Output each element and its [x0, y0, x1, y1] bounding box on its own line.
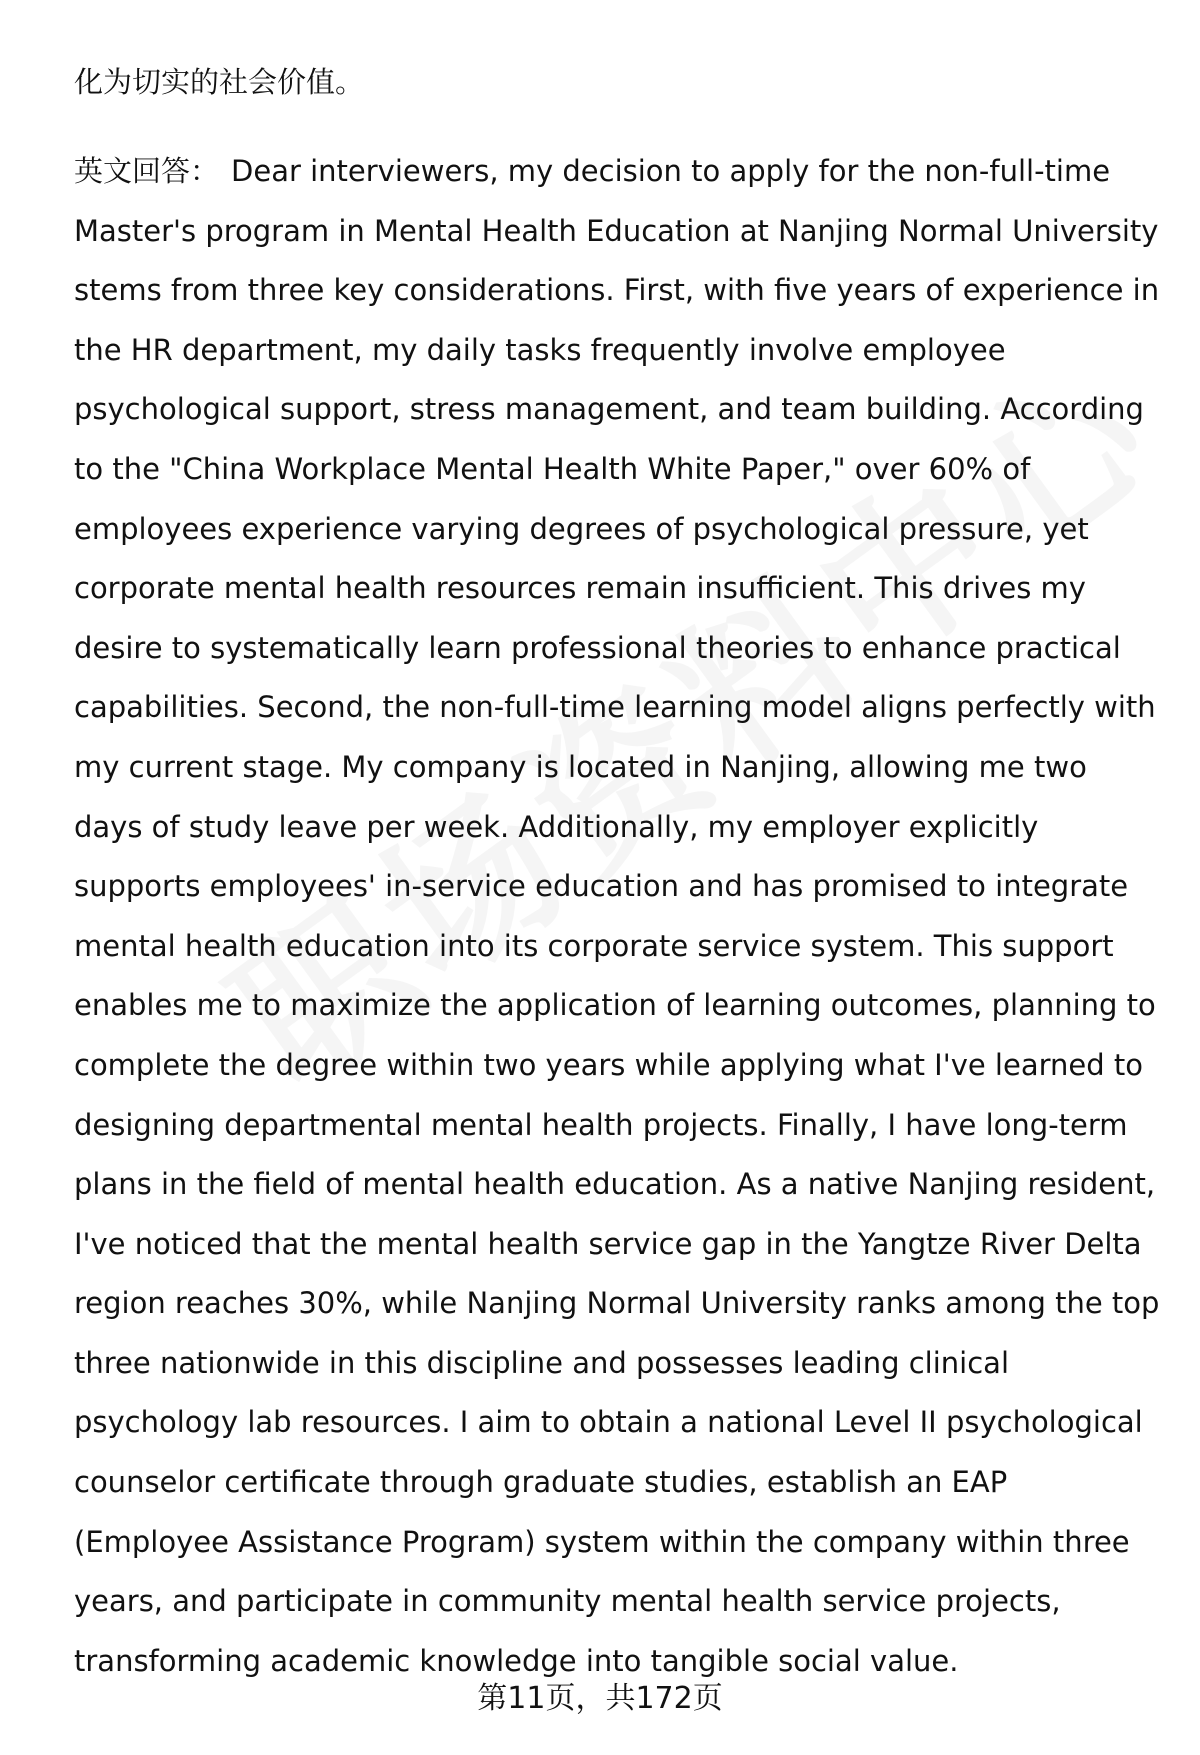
lead-paragraph: 化为切实的社会价值。 — [74, 65, 365, 99]
document-page — [74, 52, 1164, 1691]
answer-text: Dear interviewers, my decision to apply for the non-full-time Master's program in Mental Health Education at Nanjing Normal University stems from three key considerations. First, with five years of experience in the HR department, my daily tasks frequently involve employee psychological support, stress management, and team building. According to the "China Workplace Mental Health White Paper," over 60% of employees experience varying degrees of psychological pressure, yet corporate mental health resources remain insufficient. This drives my desire to systematically learn professional theories to enhance practical capabilities. Second, the non-full-time learning model aligns perfectly with my current stage. My company is located in Nanjing, allowing me two days of study leave per week. Additionally, my employer explicitly supports employees' in-service education and has promised to integrate mental health education into its corporate service system. This support enables me to maximize the application of learning outcomes, planning to complete the degree within two years while applying what I've learned to designing departmental mental health projects. Finally, I have long-term plans in the field of mental health education. As a native Nanjing resident, I've noticed that the mental health service gap in the Yangtze River Delta region reaches 30%, while Nanjing Normal University ranks among the top three nationwide in this discipline and possesses leading clinical psychology lab resources. I aim to obtain a national Level II psychological counselor certificate through graduate studies, establish an EAP (Employee Assistance Program) system within the company within three years, and participate in community mental health service projects, transforming academic knowledge into tangible social value. — [74, 154, 1160, 1678]
english-answer-paragraph — [74, 142, 1164, 1691]
page-number-footer: 第11页，共172页 — [477, 1681, 723, 1716]
answer-label: 英文回答： — [74, 154, 220, 188]
